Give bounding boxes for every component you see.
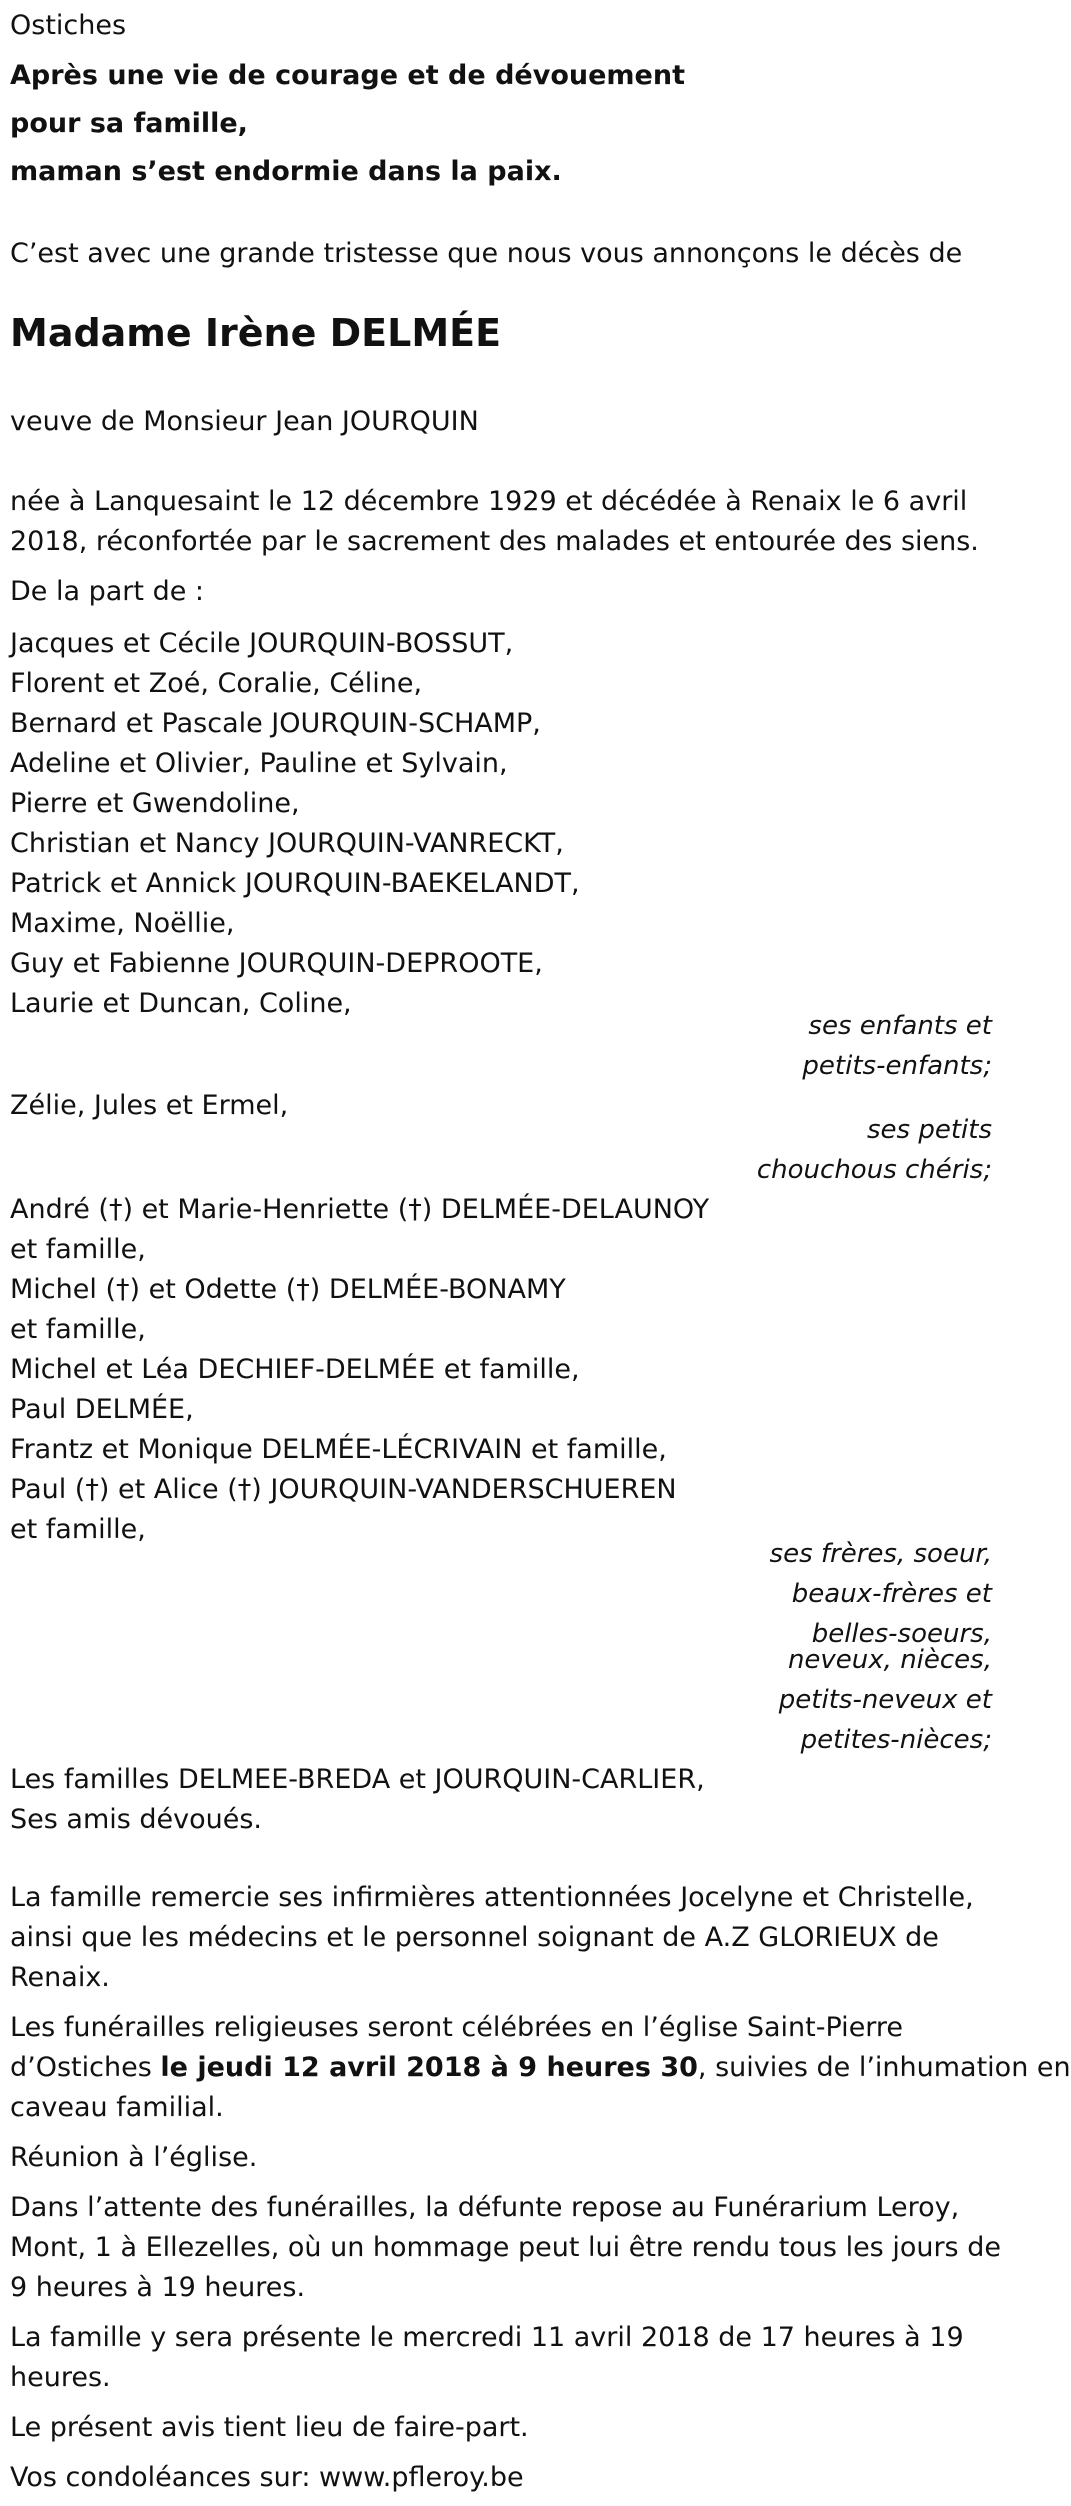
- repose-line: Mont, 1 à Ellezelles, où un hommage peut lui être rendu tous les jours de: [10, 2232, 1001, 2263]
- family-line: Jacques et Cécile JOURQUIN-BOSSUT,: [10, 628, 514, 659]
- relation-label: chouchous chéris;: [756, 1155, 992, 1185]
- relation-label: ses frères, soeur,: [769, 1539, 992, 1569]
- family-line: Paul DELMÉE,: [10, 1394, 194, 1425]
- relation-label: belles-soeurs,: [811, 1619, 992, 1649]
- family-line: Les familles DELMEE-BREDA et JOURQUIN-CARLIER,: [10, 1764, 705, 1795]
- deceased-name: Madame Irène DELMÉE: [10, 311, 502, 355]
- announcement: C’est avec une grande tristesse que nous vous annonçons le décès de: [10, 238, 963, 269]
- family-line: Ses amis dévoués.: [10, 1804, 263, 1835]
- family-line: Maxime, Noëllie,: [10, 908, 235, 939]
- family-line: et famille,: [10, 1514, 146, 1545]
- relation-label: ses enfants et: [808, 1011, 992, 1041]
- family-line: Paul (†) et Alice (†) JOURQUIN-VANDERSCHUEREN: [10, 1474, 677, 1505]
- presence-line: La famille y sera présente le mercredi 11 avril 2018 de 17 heures à 19: [10, 2322, 964, 2353]
- family-line: et famille,: [10, 1314, 146, 1345]
- family-line: Patrick et Annick JOURQUIN-BAEKELANDT,: [10, 868, 580, 899]
- family-line: et famille,: [10, 1234, 146, 1265]
- meeting-line: Réunion à l’église.: [10, 2142, 258, 2173]
- funeral-line: [10, 2048, 1071, 2088]
- from-label: De la part de :: [10, 576, 204, 607]
- epitaph-line: Après une vie de courage et de dévouement: [10, 60, 685, 91]
- thanks-line: ainsi que les médecins et le personnel soignant de A.Z GLORIEUX de: [10, 1922, 939, 1953]
- funeral-date-time: le jeudi 12 avril 2018 à 9 heures 30: [160, 2052, 698, 2083]
- family-line: Christian et Nancy JOURQUIN-VANRECKT,: [10, 828, 564, 859]
- funeral-line: Les funérailles religieuses seront célébrées en l’église Saint-Pierre: [10, 2012, 904, 2043]
- funeral-line: caveau familial.: [10, 2092, 224, 2123]
- thanks-line: La famille remercie ses infirmières attentionnées Jocelyne et Christelle,: [10, 1882, 974, 1913]
- family-line: Pierre et Gwendoline,: [10, 788, 300, 819]
- epitaph-line: maman s’est endormie dans la paix.: [10, 156, 562, 187]
- presence-line: heures.: [10, 2362, 111, 2393]
- repose-line: 9 heures à 19 heures.: [10, 2272, 306, 2303]
- place-name: Ostiches: [10, 10, 127, 41]
- funeral-text: d’Ostiches: [10, 2052, 161, 2083]
- relation-label: beaux-frères et: [791, 1579, 992, 1609]
- relation-label: petites-nièces;: [800, 1725, 992, 1755]
- family-line: Michel et Léa DECHIEF-DELMÉE et famille,: [10, 1354, 580, 1385]
- family-line: Frantz et Monique DELMÉE-LÉCRIVAIN et famille,: [10, 1434, 667, 1465]
- family-line: Florent et Zoé, Coralie, Céline,: [10, 668, 423, 699]
- notice-line: Le présent avis tient lieu de faire-part.: [10, 2412, 529, 2443]
- epitaph-line: pour sa famille,: [10, 108, 248, 139]
- family-line: Bernard et Pascale JOURQUIN-SCHAMP,: [10, 708, 541, 739]
- repose-line: Dans l’attente des funérailles, la défunte repose au Funérarium Leroy,: [10, 2192, 960, 2223]
- birth-death-line: née à Lanquesaint le 12 décembre 1929 et décédée à Renaix le 6 avril: [10, 486, 968, 517]
- funeral-text: , suivies de l’inhumation en: [697, 2052, 1071, 2083]
- birth-death-line: 2018, réconfortée par le sacrement des malades et entourée des siens.: [10, 526, 979, 557]
- family-line: Guy et Fabienne JOURQUIN-DEPROOTE,: [10, 948, 543, 979]
- family-line: André (†) et Marie-Henriette (†) DELMÉE-DELAUNOY: [10, 1194, 710, 1225]
- relation-label: neveux, nièces,: [787, 1645, 992, 1675]
- relation-label: petits-enfants;: [802, 1051, 992, 1081]
- condolences-line: Vos condoléances sur: www.pfleroy.be: [10, 2462, 524, 2493]
- relation-label: petits-neveux et: [778, 1685, 992, 1715]
- family-line: Zélie, Jules et Ermel,: [10, 1090, 289, 1121]
- thanks-line: Renaix.: [10, 1962, 110, 1993]
- family-line: Laurie et Duncan, Coline,: [10, 988, 352, 1019]
- widow-of: veuve de Monsieur Jean JOURQUIN: [10, 406, 479, 437]
- relation-label: ses petits: [866, 1115, 992, 1145]
- family-line: Michel (†) et Odette (†) DELMÉE-BONAMY: [10, 1274, 566, 1305]
- family-line: Adeline et Olivier, Pauline et Sylvain,: [10, 748, 508, 779]
